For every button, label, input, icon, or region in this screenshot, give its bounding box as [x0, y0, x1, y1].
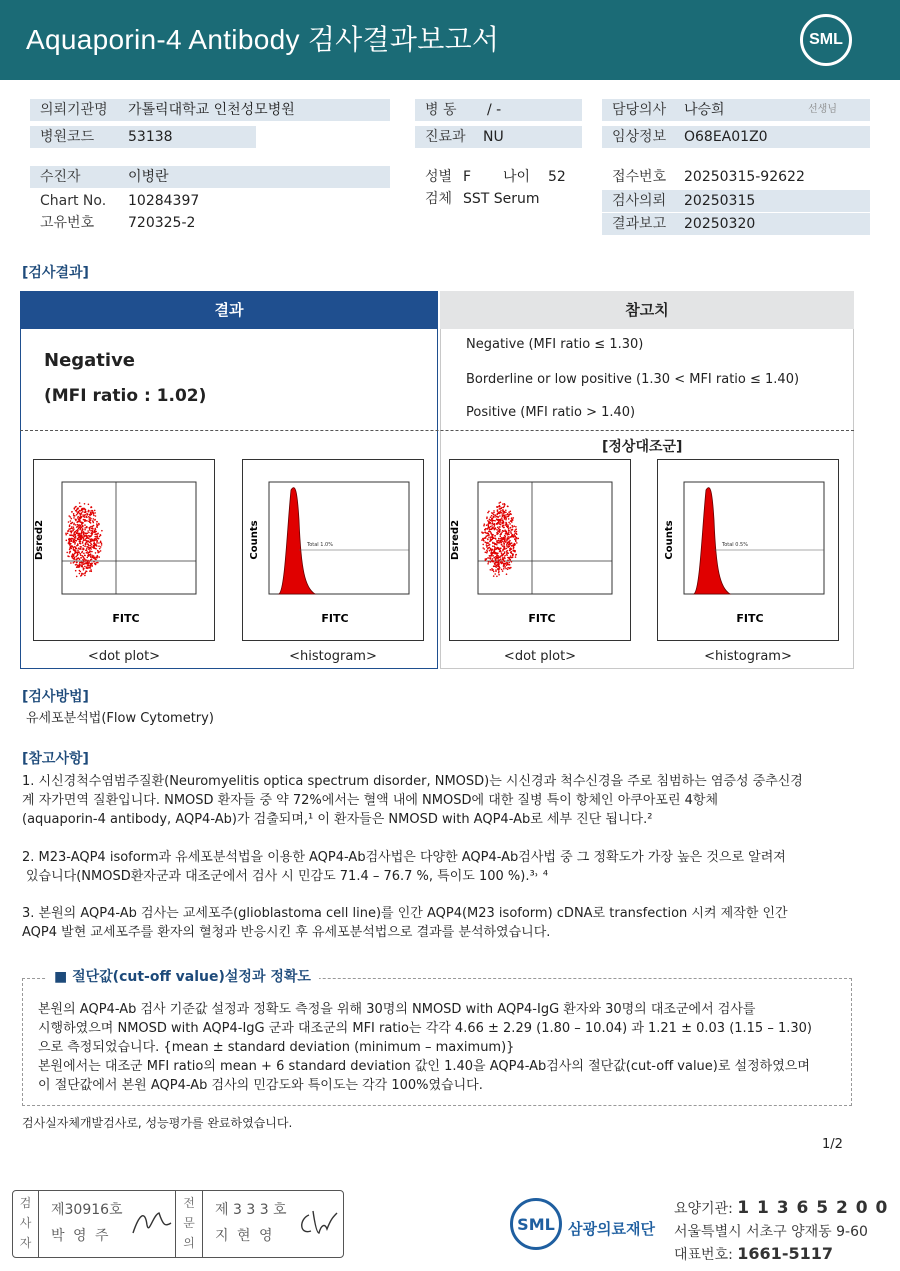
- x-axis-label: FITC: [321, 612, 349, 625]
- hospital-code-field: 병원코드 53138: [30, 126, 256, 148]
- age-value: 52: [548, 169, 566, 185]
- method-title: [검사방법]: [22, 689, 89, 705]
- result-mfi: (MFI ratio : 1.02): [44, 386, 207, 406]
- doctor-field: 담당의사 나승희 선생님: [602, 99, 870, 121]
- y-axis-label: Counts: [664, 520, 675, 560]
- hist-total-label: Total 1.0%: [307, 542, 333, 548]
- dot-plot-caption: <dot plot>: [87, 649, 161, 664]
- institution-value: 가톨릭대학교 인천성모병원: [128, 102, 295, 118]
- patient-histogram: [242, 459, 424, 641]
- control-histogram: [657, 459, 839, 641]
- dept-value: NU: [483, 129, 504, 145]
- org-phone: 대표번호: 1661-5117: [674, 1244, 833, 1263]
- note-3: 3. 본원의 AQP4-Ab 검사는 교세포주(glioblastoma cell line)를 인간 AQP4(M23 isoform) cDNA로 transfection 시켜 제작한 인간 AQP4 발현 교세포주를 환자의 혈청과 반응시킨 후 유세포분석법으로 결과를 분석하였습니다.: [22, 906, 788, 940]
- signature-1: [129, 1205, 173, 1239]
- control-title: [정상대조군]: [602, 439, 683, 455]
- sign-name-2: 지 현 영: [215, 1228, 275, 1244]
- validation-note: 검사실자체개발검사로, 성능평가를 완료하였습니다.: [22, 1116, 293, 1130]
- clinical-value: O68EA01Z0: [684, 129, 768, 145]
- sex-value: F: [463, 169, 472, 185]
- org-name: 삼광의료재단: [568, 1220, 655, 1238]
- signature-2: [295, 1205, 339, 1239]
- histogram-peak: [694, 488, 730, 594]
- ward-field: 병 동 / -: [415, 99, 582, 121]
- institution-field: 의뢰기관명 가톨릭대학교 인천성모병원: [30, 99, 390, 121]
- report-header: [0, 0, 900, 80]
- y-axis-label: Dsred2: [34, 519, 45, 561]
- report-date-field: 결과보고 20250320: [602, 213, 870, 235]
- histogram-caption: <histogram>: [704, 649, 792, 664]
- specimen-value: SST Serum: [463, 191, 540, 207]
- id-value: 720325-2: [128, 215, 196, 231]
- ref-positive: Positive (MFI ratio > 1.40): [466, 405, 636, 420]
- sign-label-2: 전 문 의: [175, 1191, 203, 1257]
- ref-borderline: Borderline or low positive (1.30 < MFI ratio ≤ 1.40): [466, 372, 800, 387]
- receipt-field: 접수번호 20250315-92622: [602, 166, 870, 188]
- x-axis-label: FITC: [736, 612, 764, 625]
- dept-field: 진료과 NU: [415, 126, 582, 148]
- specimen-field: 검체 SST Serum: [415, 188, 582, 210]
- hospital-code-value: 53138: [128, 129, 173, 145]
- histogram-caption: <histogram>: [289, 649, 377, 664]
- note-2: 2. M23-AQP4 isoform과 유세포분석법을 이용한 AQP4-Ab검사법은 다양한 AQP4-Ab검사법 중 그 정확도가 가장 높은 것으로 알려져 있습니다(NMOSD환자군과 대조군에서 검사 시 민감도 71.4 – 76.7 %, 특이도 100 %).³˒ ⁴: [22, 850, 786, 884]
- cutoff-text: 본원의 AQP4-Ab 검사 기준값 설정과 정확도 측정을 위해 30명의 NMOSD with AQP4-IgG 환자와 30명의 대조군에서 검사를 시행하였으며 NMOSD with AQP4-IgG 군과 대조군의 MFI ratio는 각각 4.66 ± 2.29 (1.80 – 10.04) 과 1.21 ± 0.03 (1.15 – 1.30) 으로 측정되었습니다. {mean ± standard deviation (minimum – maximum)} 본원에서는 대조군 MFI ratio의 mean + 6 standard deviation 값인 1.40을 AQP4-Ab검사의 절단값(cut-off value)로 설정하였으며 이 절단값에서 본원 AQP4-Ab 검사의 민감도와 특이도는 각각 100%였습니다.: [38, 1002, 812, 1093]
- doctor-value: 나승희: [684, 102, 725, 118]
- result-header: 결과: [20, 291, 438, 329]
- histogram-peak: [279, 488, 315, 594]
- patient-field: 수진자 이병란: [30, 166, 390, 188]
- report-title: Aquaporin-4 Antibody 검사결과보고서: [26, 24, 500, 55]
- y-axis-label: Counts: [249, 520, 260, 560]
- sign-name-1: 박 영 주: [51, 1228, 111, 1244]
- cutoff-title: ■ 절단값(cut-off value)설정과 정확도: [46, 966, 319, 986]
- dot-cluster: [481, 502, 519, 578]
- control-dot-plot: [449, 459, 631, 641]
- chart-value: 10284397: [128, 193, 200, 209]
- note-1: 1. 시신경척수염범주질환(Neuromyelitis optica spectrum disorder, NMOSD)는 시신경과 척수신경을 주로 침범하는 염증성 중추신경 계 자가면역 질환입니다. NMOSD 환자들 중 약 72%에서는 혈액 내에 NMOSD에 대한 질병 특이 항체인 아쿠아포린 4항체 (aquaporin-4 antibody, AQP4-Ab)가 검출되며,¹ 이 환자들은 NMOSD with AQP4-Ab로 세부 진단 됩니다.²: [22, 774, 803, 827]
- request-value: 20250315: [684, 193, 756, 209]
- org-address: 서울특별시 서초구 양재동 9-60: [674, 1224, 868, 1240]
- ward-value: / -: [487, 102, 502, 118]
- clinical-field: 임상정보 O68EA01Z0: [602, 126, 870, 148]
- results-divider: [20, 430, 854, 431]
- dot-plot-caption: <dot plot>: [503, 649, 577, 664]
- institution-code: 요양기관: 1 1 3 6 5 2 0 0: [674, 1198, 889, 1218]
- sml-foundation-logo: SML: [510, 1198, 562, 1250]
- patient-value: 이병란: [128, 169, 169, 185]
- id-field: 고유번호 720325-2: [30, 212, 390, 234]
- sign-license-2: 제 3 3 3 호: [215, 1202, 287, 1218]
- x-axis-label: FITC: [112, 612, 140, 625]
- sex-age-field: 성별 F 나이 52: [415, 166, 582, 188]
- page-number: 1/2: [822, 1137, 843, 1152]
- doctor-suffix: 선생님: [808, 104, 837, 115]
- sign-license-1: 제30916호: [51, 1202, 123, 1218]
- dot-plot-svg: [34, 460, 214, 640]
- y-axis-label: Dsred2: [450, 519, 461, 561]
- sign-label-1: 검 사 자: [13, 1191, 39, 1257]
- x-axis-label: FITC: [528, 612, 556, 625]
- hist-total-label: Total 0.5%: [722, 542, 748, 548]
- notes-title: [참고사항]: [22, 751, 89, 767]
- reference-header: 참고치: [440, 291, 854, 329]
- result-value: Negative: [44, 350, 136, 371]
- request-field: 검사의뢰 20250315: [602, 190, 870, 212]
- sml-logo: SML: [800, 14, 852, 66]
- receipt-value: 20250315-92622: [684, 169, 805, 185]
- ref-negative: Negative (MFI ratio ≤ 1.30): [466, 337, 644, 352]
- method-text: 유세포분석법(Flow Cytometry): [26, 711, 214, 726]
- report-date-value: 20250320: [684, 216, 756, 232]
- dot-cluster: [65, 502, 103, 577]
- chart-field: Chart No. 10284397: [30, 190, 390, 212]
- signature-box: [12, 1190, 344, 1258]
- results-section-title: [검사결과]: [22, 265, 89, 281]
- patient-dot-plot: [33, 459, 215, 641]
